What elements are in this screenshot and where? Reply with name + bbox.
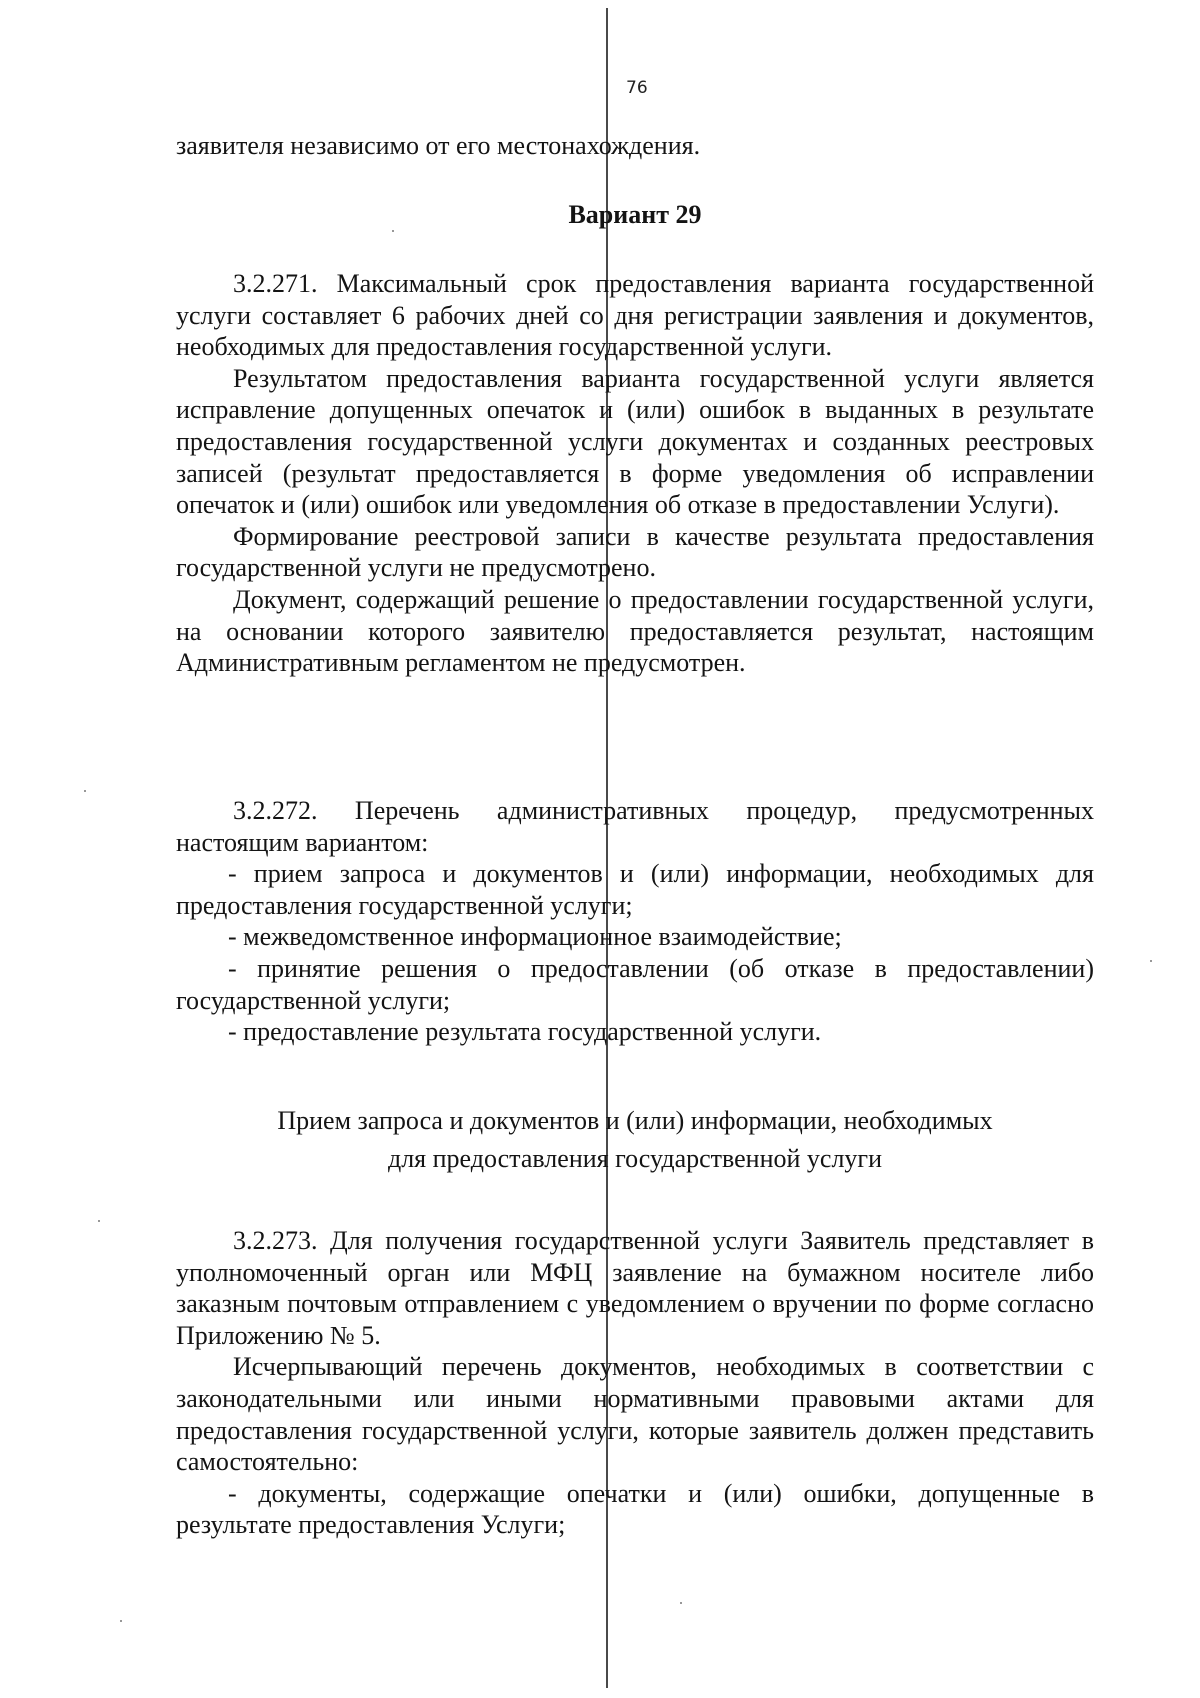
subsection-heading-line: Прием запроса и документов и (или) информации, необходимых xyxy=(277,1106,993,1135)
scan-speck xyxy=(120,1620,122,1622)
list-item: - документы, содержащие опечатки и (или) ошибки, допущенные в результате предоставления Услуги; xyxy=(176,1478,1094,1540)
section-3-2-271 xyxy=(176,268,1094,679)
list-item: - прием запроса и документов и (или) информации, необходимых для предоставления государственной услуги; xyxy=(176,859,1094,920)
continuation-text-block xyxy=(176,130,1094,162)
list-item: - межведомственное информационное взаимодействие; xyxy=(228,922,842,952)
scan-speck xyxy=(392,230,394,232)
scan-speck xyxy=(1150,960,1152,962)
paragraph-result: Результатом предоставления варианта государственной услуги является исправление допущенных опечаток и (или) ошибок в выданных в результате предоставления государственной услуги документах и созданных реестровых записей (результат предоставляется в форме уведомления об исправлении опечаток и (или) ошибок или уведомления об отказе в предоставлении Услуги). xyxy=(176,363,1094,520)
continuation-paragraph: заявителя независимо от его местонахождения. xyxy=(176,131,701,160)
section-3-2-273 xyxy=(176,1225,1094,1541)
paragraph-3-2-273: 3.2.273. Для получения государственной услуги Заявитель представляет в уполномоченный орган или МФЦ заявление на бумажном носителе либо заказным почтовым отправлением с уведомлением о вручении по форме согласно Приложению № 5. xyxy=(176,1226,1094,1350)
paragraph-exhaustive-list: Исчерпывающий перечень документов, необходимых в соответствии с законодательными или иными нормативными правовыми актами для предоставления государственной услуги, которые заявитель должен представить самостоятельно: xyxy=(176,1352,1094,1477)
subsection-heading xyxy=(176,1102,1094,1178)
variant-heading: Вариант 29 xyxy=(568,200,702,229)
scan-speck xyxy=(680,1602,682,1604)
scan-speck xyxy=(98,1220,100,1222)
section-3-2-272 xyxy=(176,795,1094,1048)
paragraph-3-2-272: 3.2.272. Перечень административных процедур, предусмотренных настоящим вариантом: xyxy=(176,796,1094,857)
list-item: - принятие решения о предоставлении (об отказе в предоставлении) государственной услуги; xyxy=(176,953,1094,1015)
list-item: - предоставление результата государственной услуги. xyxy=(228,1017,822,1047)
scan-speck xyxy=(84,790,86,792)
paragraph-decision-document: Документ, содержащий решение о предоставлении государственной услуги, на основании которого заявителю предоставляется результат, настоящим Административным регламентом не предусмотрен. xyxy=(176,584,1094,678)
page-number: 76 xyxy=(626,78,648,98)
paragraph-3-2-271: 3.2.271. Максимальный срок предоставления варианта государственной услуги составляет 6 рабочих дней со дня регистрации заявления и документов, необходимых для предоставления государственной услуги. xyxy=(176,269,1094,362)
subsection-heading-line: для предоставления государственной услуги xyxy=(387,1144,883,1173)
paragraph-registry-record: Формирование реестровой записи в качестве результата предоставления государственной услуги не предусмотрено. xyxy=(176,521,1094,583)
